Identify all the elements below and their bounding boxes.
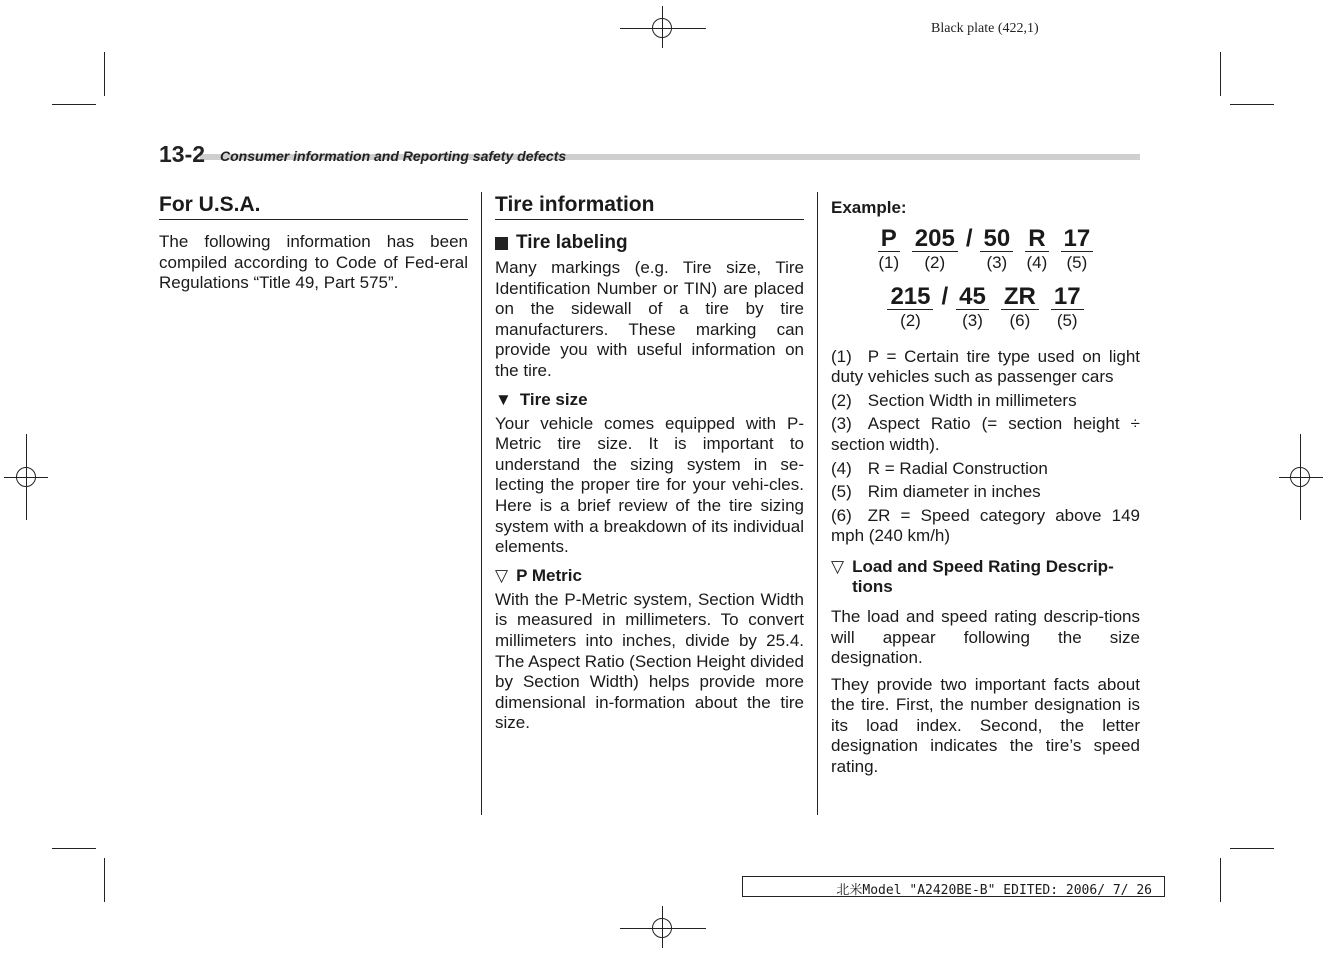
legend-tag: (4) bbox=[831, 458, 852, 478]
code-value: ZR bbox=[1001, 284, 1039, 310]
subheading-p-metric: ▽ P Metric bbox=[495, 565, 582, 585]
code-index: (3) bbox=[986, 253, 1008, 273]
triangle-down-outline-icon: ▽ bbox=[495, 565, 509, 585]
usa-paragraph: The following information has been compiled according to Code of Fed-eral Regulations “Title 49, Part 575”. bbox=[159, 232, 468, 293]
subheading-load-speed: ▽ Load and Speed Rating Descrip-tions bbox=[831, 556, 1114, 596]
triangle-down-filled-icon: ▼ bbox=[495, 389, 512, 409]
legend-tag: (3) bbox=[831, 414, 852, 434]
example-label: Example: bbox=[831, 198, 907, 217]
tire-code-row-2 bbox=[831, 284, 1140, 332]
page-number: 13-2 bbox=[159, 141, 206, 167]
tire-code-segment bbox=[1025, 226, 1048, 274]
subheading-tire-labeling: Tire labeling bbox=[495, 232, 804, 254]
code-value: 215 bbox=[887, 284, 933, 310]
code-index: (6) bbox=[1009, 311, 1031, 331]
code-value: 17 bbox=[1061, 226, 1094, 252]
tire-code-segment bbox=[1061, 226, 1094, 274]
tire-code-segment bbox=[956, 284, 989, 332]
code-slash: / bbox=[965, 225, 973, 252]
code-index: (4) bbox=[1026, 253, 1048, 273]
code-index: (5) bbox=[1066, 253, 1088, 273]
plate-label: Black plate (422,1) bbox=[931, 21, 1039, 36]
legend-item bbox=[831, 459, 1140, 480]
load-speed-paragraph-2: They provide two important facts about the tire. First, the number designation is its load index. Second, the letter designation indicates the tire’s speed rating. bbox=[831, 674, 1140, 777]
tire-code-segment bbox=[878, 226, 900, 274]
code-value: 205 bbox=[912, 226, 958, 252]
legend-tag: (5) bbox=[831, 482, 852, 502]
code-slash: / bbox=[941, 283, 949, 311]
tire-labeling-paragraph: Many markings (e.g. Tire size, Tire Identification Number or TIN) are placed on the sidewall of a tire by tire manufacturers. These marking can provide you with useful information on the tire. bbox=[495, 258, 804, 380]
subheading-tire-size: ▼ Tire size bbox=[495, 389, 588, 409]
column-usa bbox=[159, 194, 468, 300]
legend-item bbox=[831, 414, 1140, 455]
p-metric-paragraph: With the P-Metric system, Section Width is measured in millimeters. To convert millimeters into inches, divide by 25.4. The Aspect Ratio (Section Height divided by Section Width) helps provide more dimensional in-formation about the tire size. bbox=[495, 589, 805, 733]
legend-text: P = Certain tire type used on light duty vehicles such as passenger cars bbox=[831, 346, 1140, 387]
legend-text: Rim diameter in inches bbox=[867, 482, 1041, 502]
legend-item bbox=[831, 391, 1140, 412]
tire-code-segment bbox=[887, 284, 933, 332]
legend-item bbox=[831, 347, 1140, 388]
code-index: (2) bbox=[924, 253, 946, 273]
code-index: (3) bbox=[962, 311, 983, 331]
legend-text: ZR = Speed category above 149 mph (240 km/h) bbox=[831, 505, 1140, 546]
column-tire-information bbox=[495, 194, 804, 740]
tire-code-row-1 bbox=[831, 226, 1140, 274]
legend-text: Aspect Ratio (= section height ÷ section width). bbox=[831, 414, 1140, 454]
triangle-down-outline-icon: ▽ bbox=[831, 556, 845, 576]
heading-usa: For U.S.A. bbox=[159, 194, 468, 220]
tire-code-segment bbox=[1001, 284, 1039, 332]
legend-item bbox=[831, 482, 1140, 503]
code-index: (5) bbox=[1056, 311, 1078, 331]
legend-tag: (6) bbox=[831, 505, 852, 525]
legend-tag: (2) bbox=[831, 390, 852, 410]
tire-size-paragraph: Your vehicle comes equipped with P-Metric tire size. It is important to understand the sizing system in se-lecting the proper tire for your vehi-cles. Here is a brief review of the tire sizing system with a breakdown of its individual elements. bbox=[495, 413, 804, 557]
legend-item bbox=[831, 506, 1140, 547]
column-example bbox=[831, 194, 1140, 784]
footer-edit-info: 北米Model "A2420BE-B" EDITED: 2006/ 7/ 26 bbox=[742, 876, 1165, 897]
code-value: P bbox=[878, 226, 900, 252]
code-value: R bbox=[1025, 226, 1048, 252]
legend-text: Section Width in millimeters bbox=[867, 390, 1077, 410]
code-value: 17 bbox=[1051, 284, 1084, 310]
tire-code-legend bbox=[831, 347, 1140, 547]
code-index: (2) bbox=[900, 311, 921, 331]
load-speed-paragraph-1: The load and speed rating descrip-tions will appear following the size designation. bbox=[831, 606, 1140, 668]
heading-tire-information: Tire information bbox=[495, 194, 804, 220]
column-divider bbox=[481, 192, 482, 815]
tire-code-segment bbox=[912, 226, 958, 274]
legend-text: R = Radial Construction bbox=[867, 458, 1048, 478]
tire-code-segment bbox=[1051, 284, 1084, 332]
tire-code-segment bbox=[980, 226, 1013, 274]
code-index: (1) bbox=[878, 253, 900, 273]
code-value: 50 bbox=[980, 226, 1013, 252]
code-value: 45 bbox=[956, 284, 989, 310]
column-divider bbox=[817, 192, 818, 815]
section-title: Consumer information and Reporting safety defects bbox=[220, 148, 567, 164]
legend-tag: (1) bbox=[831, 346, 852, 366]
square-bullet-icon bbox=[495, 237, 508, 250]
